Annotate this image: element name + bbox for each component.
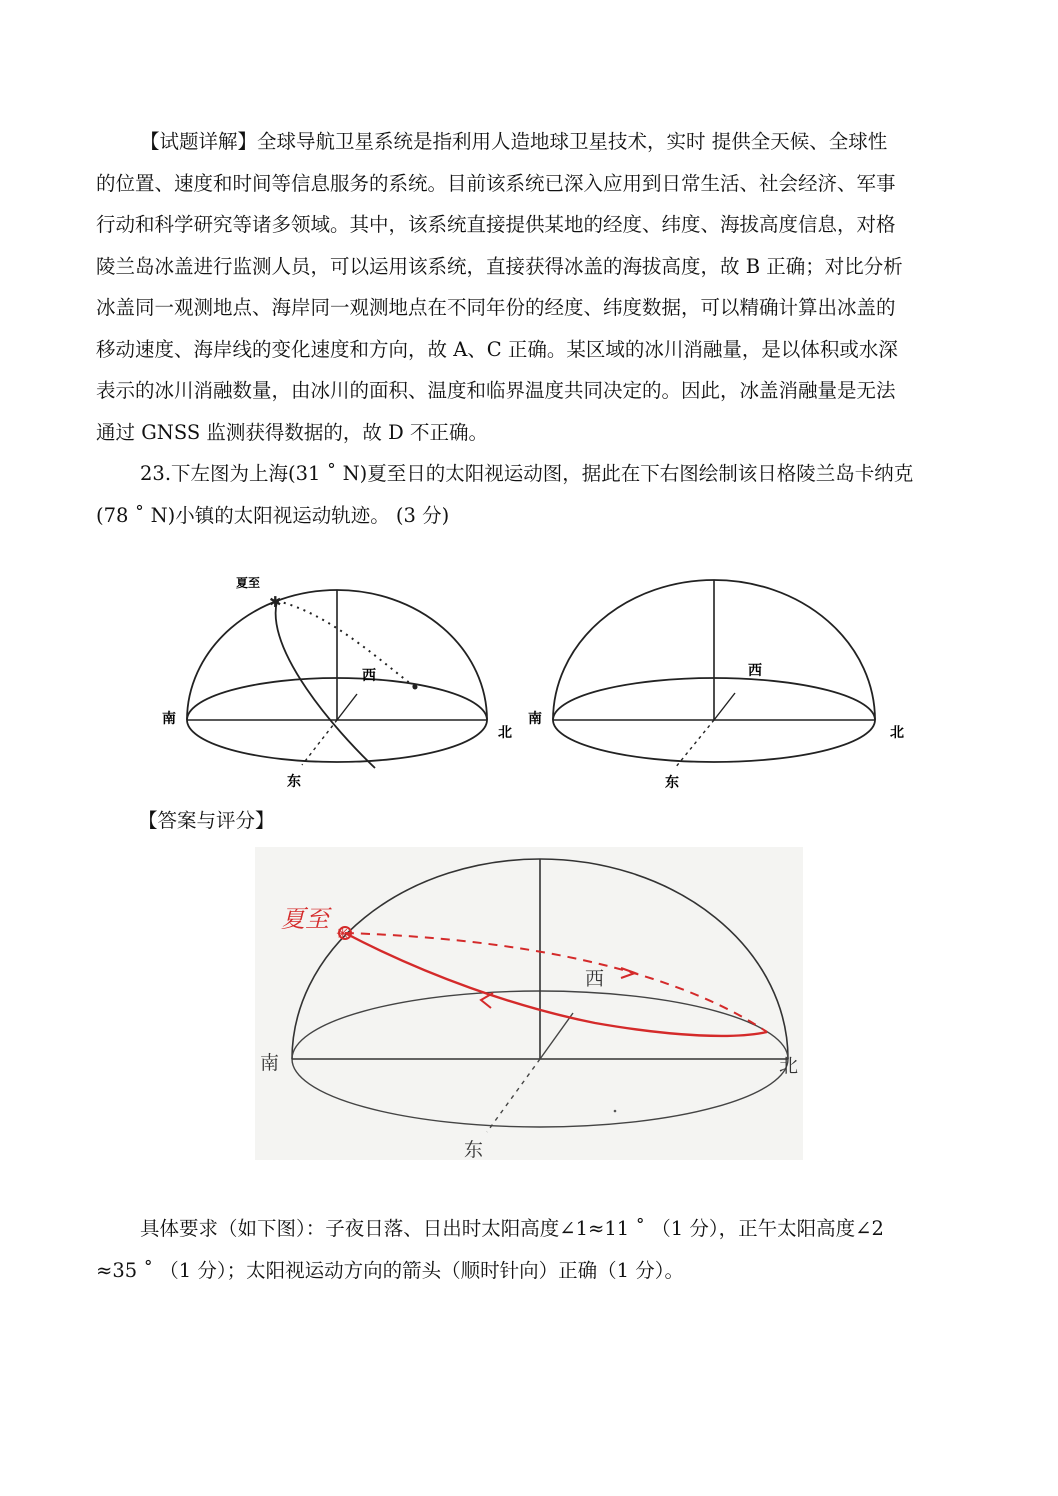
east-west-axis-upper — [714, 693, 735, 720]
label-west: 西 — [362, 668, 376, 684]
sunset-point — [413, 685, 418, 690]
explanation-line: 【试题详解】全球导航卫星系统是指利用人造地球卫星技术，实时 提供全天候、全球性 — [140, 130, 888, 153]
label-east: 东 — [464, 1139, 484, 1160]
question-line: (78 ˚ N)小镇的太阳视运动轨迹。 (3 分) — [96, 503, 450, 527]
explanation-line: 陵兰岛冰盖进行监测人员，可以运用该系统，直接获得冰盖的海拔高度，故 B 正确；对比分析 — [96, 254, 903, 278]
east-west-axis-upper — [337, 694, 357, 720]
explanation-paragraph — [96, 121, 962, 453]
label-west: 西 — [585, 968, 605, 990]
photo-background — [255, 847, 803, 1160]
requirement-line: 具体要求（如下图）：子夜日落、日出时太阳高度∠1≈11 ˚ （1 分），正午太阳高度∠2 — [140, 1217, 884, 1240]
label-south: 南 — [528, 711, 542, 727]
meridian-arc — [276, 601, 375, 768]
explanation-line: 表示的冰川消融数量，由冰川的面积、温度和临界温度共同决定的。因此，冰盖消融量是无法 — [96, 379, 896, 402]
sun-star-icon: ✱ — [269, 593, 282, 611]
label-north: 北 — [779, 1055, 799, 1077]
label-east: 东 — [665, 775, 679, 791]
requirements-paragraph — [96, 1208, 962, 1291]
specks — [614, 1110, 617, 1113]
label-south: 南 — [162, 711, 176, 727]
label-north: 北 — [498, 725, 512, 741]
east-west-axis — [302, 720, 337, 765]
explanation-line: 通过 GNSS 监测获得数据的，故 D 不正确。 — [96, 420, 488, 444]
question-paragraph — [96, 453, 962, 536]
explanation-line: 的位置、速度和时间等信息服务的系统。目前该系统已深入应用到日常生活、社会经济、军事 — [96, 171, 896, 195]
label-south: 南 — [260, 1052, 280, 1074]
label-east: 东 — [287, 774, 301, 790]
explanation-line: 移动速度、海岸线的变化速度和方向，故 A、C 正确。某区域的冰川消融量，是以体积或水深 — [96, 337, 898, 361]
label-west: 西 — [748, 663, 762, 679]
label-summer-solstice: 夏至 — [281, 905, 329, 933]
shanghai-sun-path-diagram — [160, 565, 530, 800]
label-north: 北 — [890, 725, 904, 741]
greenland-blank-diagram — [525, 565, 920, 800]
sun-star-icon: ✳ — [336, 924, 350, 943]
question-line: 23.下左图为上海(31 ˚ N)夏至日的太阳视运动图，据此在下右图绘制该日格陵兰岛卡纳克 — [140, 462, 914, 485]
explanation-line: 冰盖同一观测地点、海岸同一观测地点在不同年份的经度、纬度数据，可以精确计算出冰盖的 — [96, 296, 896, 319]
requirement-line: ≈35 ˚ （1 分）；太阳视运动方向的箭头（顺时针向）正确（1 分）。 — [96, 1258, 685, 1282]
answer-heading: 【答案与评分】 — [138, 809, 275, 832]
answer-photo — [255, 847, 803, 1160]
explanation-line: 行动和科学研究等诸多领域。其中，该系统直接提供某地的经度、纬度、海拔高度信息，对格 — [96, 213, 896, 236]
label-summer-solstice: 夏至 — [236, 576, 261, 590]
